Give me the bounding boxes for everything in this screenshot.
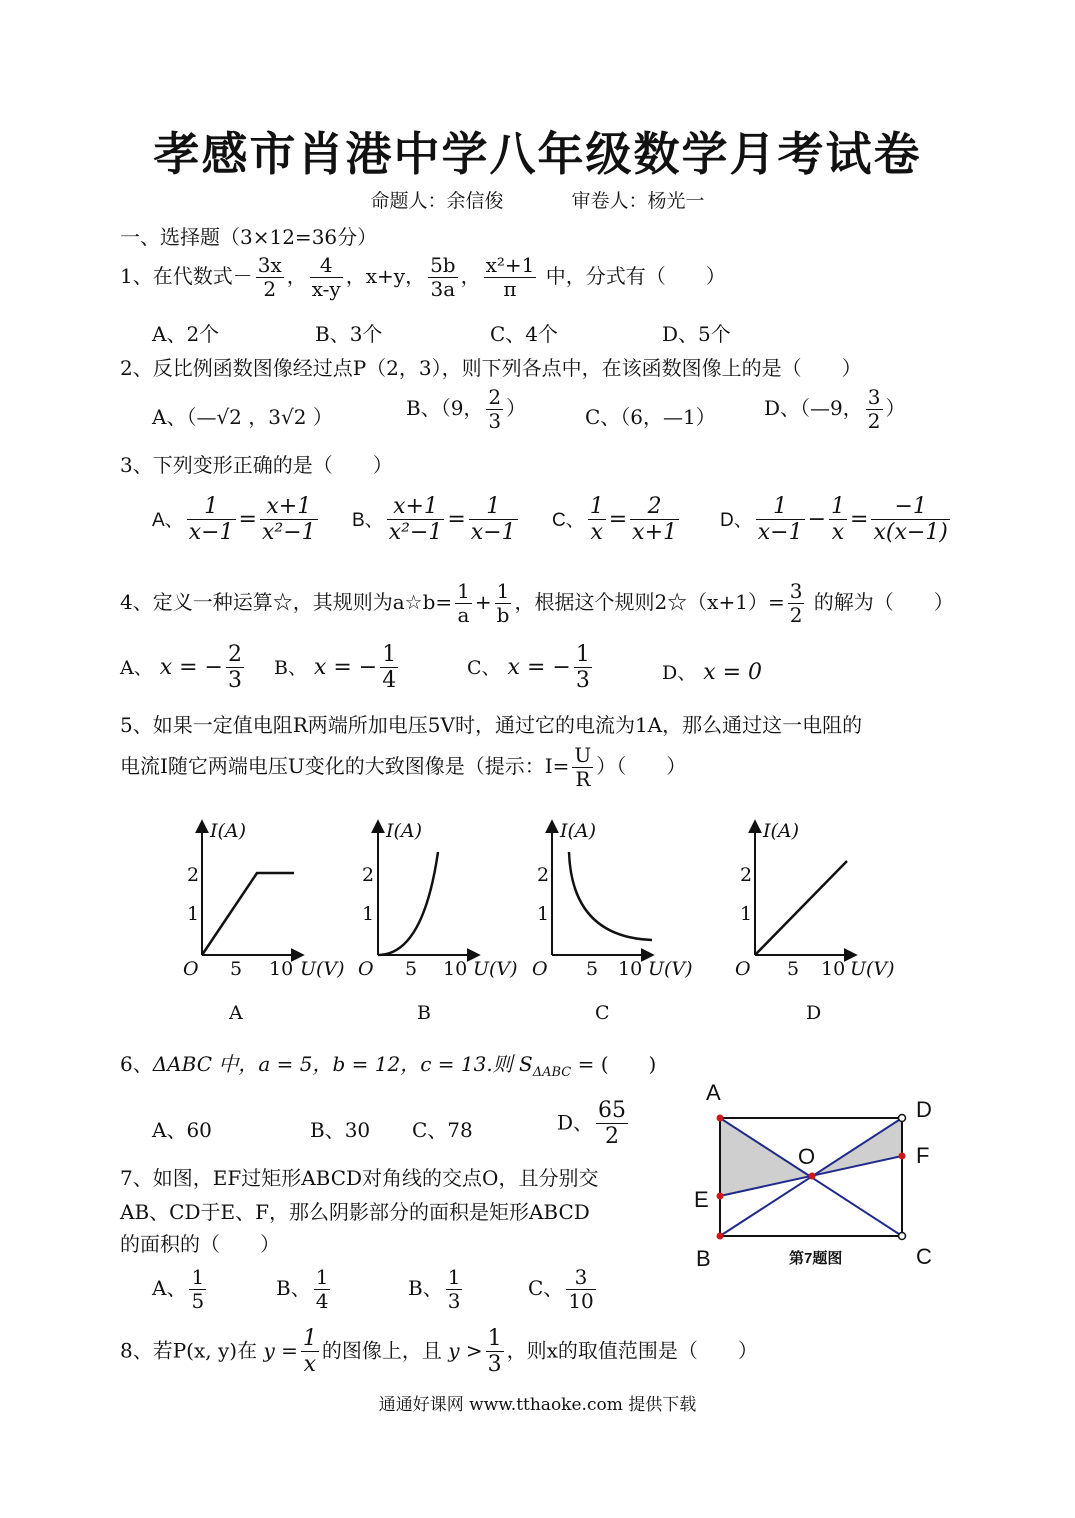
graph-a-xtick-5: 5: [230, 958, 243, 980]
graph-a-caption: A: [229, 1002, 243, 1024]
q1-tail: 中，分式有（ ）: [545, 264, 726, 288]
q3-option-c: C、 $\frac{1}{x}$ = $\frac{2}{x+1}$: [552, 494, 678, 546]
graph-d-origin: O: [735, 958, 751, 980]
graph-c-xlabel: U(V): [648, 958, 693, 980]
point-e: [717, 1193, 724, 1200]
graph-c-xtick-5: 5: [586, 958, 599, 980]
setter: 命题人：余信俊: [370, 190, 504, 212]
point-b: [717, 1233, 724, 1240]
graph-d-xlabel: U(V): [850, 958, 895, 980]
fig-label-d: D: [916, 1097, 932, 1122]
point-d: [899, 1115, 906, 1122]
question-6: 6、ΔABC 中，a = 5，b = 12，c = 13.则 $S_{\Delta ABC}$ = ( ): [120, 1052, 657, 1080]
q1-option-b: B、3个: [315, 322, 383, 346]
graph-a-ytick-2: 2: [187, 864, 200, 886]
q1-option-d: D、5个: [662, 322, 731, 346]
graph-a-ylabel: I(A): [210, 820, 247, 842]
fig-label-o: O: [798, 1144, 816, 1169]
graph-b-curve: [378, 852, 438, 955]
fig-label-c: C: [916, 1244, 932, 1269]
page-title: 孝感市肖港中学八年级数学月考试卷: [153, 127, 922, 181]
question-7-line3: 的面积的（ ）: [120, 1232, 280, 1256]
graph-d-ytick-1: 1: [740, 903, 753, 925]
graph-d-xtick-10: 10: [821, 958, 846, 980]
graph-a-xlabel: U(V): [300, 958, 345, 980]
graph-b-ytick-2: 2: [362, 864, 375, 886]
graph-b-ytick-1: 1: [362, 903, 375, 925]
graph-d-curve: [755, 861, 847, 955]
graph-c-xtick-10: 10: [618, 958, 643, 980]
graph-d-caption: D: [806, 1002, 822, 1024]
question-3: 3、下列变形正确的是（ ）: [120, 453, 393, 477]
point-c: [899, 1233, 906, 1240]
q1-lead: 1、在代数式－: [120, 264, 253, 288]
graph-b-origin: O: [358, 958, 374, 980]
q1-option-a: A、2个: [152, 322, 220, 346]
graph-d-xtick-5: 5: [787, 958, 800, 980]
q1-frac1: $\frac{3x}{2}$: [257, 253, 282, 301]
graph-b-caption: B: [417, 1002, 431, 1024]
q2-option-c: C、（6，—1）: [585, 405, 716, 429]
graph-d-ytick-2: 2: [740, 864, 753, 886]
q2-option-a: A、（—√2 ，3√2 ）: [152, 405, 333, 429]
graph-a-xtick-10: 10: [269, 958, 294, 980]
graph-a-curve: [202, 873, 294, 955]
question-1: 1、在代数式－ $\frac{3x}{2}$ ， $\frac{4}{x-y}$ ，x+y， $\frac{5b}{3a}$ ， $\frac{\text{x²+1}}{\pi}$ 中，分式有（ ）: [120, 253, 726, 301]
graph-a-origin: O: [183, 958, 199, 980]
q6-option-c: C、78: [412, 1118, 473, 1142]
question-5-line2: 电流I随它两端电压U变化的大致图像是（提示：I= $\frac{U}{R}$ ）（ ）: [120, 743, 687, 791]
graph-b-xtick-5: 5: [405, 958, 418, 980]
graph-d-ylabel: I(A): [763, 820, 800, 842]
reviewer: 审卷人：杨光一: [571, 190, 705, 212]
fig-label-f: F: [916, 1143, 930, 1168]
point-f: [899, 1153, 906, 1160]
fig-label-b: B: [696, 1246, 711, 1271]
q4-option-d: D、 x = 0: [662, 660, 763, 685]
q2-option-b: B、（9， $\frac{2}{3}$ ）: [406, 385, 527, 433]
q1-frac4: $\frac{\text{x²+1}}{\pi}$: [485, 253, 535, 301]
question-8: 8、若P(x, y)在 y = $\frac{1}{x}$ 的图像上，且 y > $\frac{1}{3}$ ，则x的取值范围是（ ）: [120, 1326, 758, 1378]
q7-option-a: A、 $\frac{1}{5}$: [152, 1265, 205, 1313]
question-2: 2、反比例函数图像经过点P（2，3），则下列各点中，在该函数图像上的是（ ）: [120, 356, 862, 380]
question-7-line2: AB、CD于E、F，那么阴影部分的面积是矩形ABCD: [120, 1200, 590, 1224]
q3-option-a: A、 $\frac{1}{x-1}$ = $\frac{x+1}{\text{x²−1}}$: [152, 494, 316, 546]
q7-option-b: B、 $\frac{1}{4}$: [276, 1265, 329, 1313]
q6-option-a: A、60: [152, 1118, 212, 1142]
graph-c-ytick-2: 2: [537, 864, 550, 886]
question-5-line1: 5、如果一定值电阻R两端所加电压5V时，通过它的电流为1A，那么通过这一电阻的: [120, 713, 863, 737]
graph-c-ylabel: I(A): [560, 820, 597, 842]
graph-c-caption: C: [595, 1002, 610, 1024]
fig-label-e: E: [694, 1187, 709, 1212]
graph-c-curve: [569, 852, 652, 940]
q1-frac2: $\frac{4}{x-y}$: [311, 253, 341, 301]
q7-option-d: C、 $\frac{3}{10}$: [528, 1265, 594, 1313]
q1-option-c: C、4个: [490, 322, 559, 346]
q3-option-d: D、 $\frac{1}{x-1}$ − $\frac{1}{x}$ = $\frac{-1}{x(x-1)}$: [720, 494, 948, 546]
q1-frac3: $\frac{5b}{3a}$: [430, 253, 456, 301]
graph-a-ytick-1: 1: [187, 903, 200, 925]
graph-b-xlabel: U(V): [473, 958, 518, 980]
authors-line: [0, 186, 1075, 213]
q3-option-b: B、 $\frac{x+1}{\text{x²−1}}$ = $\frac{1}{x-1}$: [352, 494, 516, 546]
q7-option-c: B、 $\frac{1}{3}$: [408, 1265, 461, 1313]
figure-caption: 第7题图: [789, 1250, 843, 1267]
graph-c-ytick-1: 1: [537, 903, 550, 925]
footer: 通通好课网 www.tthaoke.com 提供下载: [378, 1395, 697, 1415]
q6-option-b: B、30: [310, 1118, 371, 1142]
question-7-line1: 7、如图，EF过矩形ABCD对角线的交点O，且分别交: [120, 1166, 599, 1190]
question-4: 4、定义一种运算☆，其规则为a☆b= $\frac{1}{a}$ + $\frac{1}{b}$ ，根据这个规则2☆（x+1）= $\frac{3}{2}$ 的解为（ ）: [120, 579, 954, 627]
section-heading: 一、选择题（3×12=36分）: [120, 225, 378, 249]
fig-label-a: A: [706, 1080, 721, 1105]
point-o: [809, 1173, 816, 1180]
graph-c-origin: O: [532, 958, 548, 980]
q4-option-b: B、 x = − $\frac{1}{4}$: [274, 642, 397, 694]
graph-b-ylabel: I(A): [386, 820, 423, 842]
point-a: [717, 1115, 724, 1122]
q4-option-c: C、 x = − $\frac{1}{3}$: [467, 642, 590, 694]
graph-b-xtick-10: 10: [443, 958, 468, 980]
q4-option-a: A、 x = − $\frac{2}{3}$: [120, 642, 242, 694]
q6-option-d: D、 $\frac{65}{2}$: [557, 1098, 627, 1150]
q2-option-d: D、（—9， $\frac{3}{2}$ ）: [764, 385, 906, 433]
